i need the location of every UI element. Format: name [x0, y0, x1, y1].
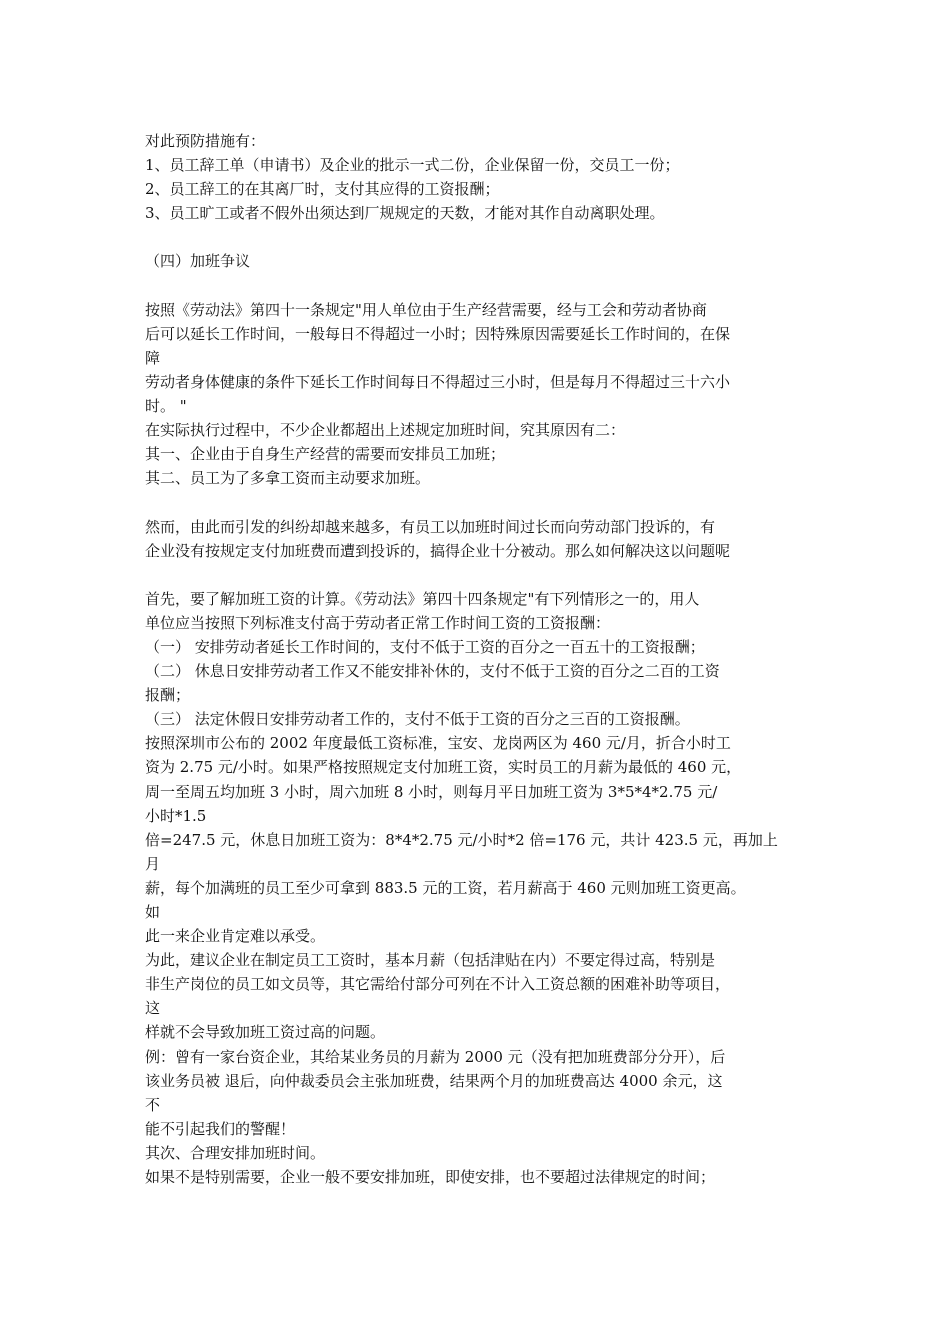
text-line: 该业务员被 退后，向仲裁委员会主张加班费，结果两个月的加班费高达 4000 余元，这: [145, 1071, 723, 1090]
text-line: 首先，要了解加班工资的计算。《劳动法》第四十四条规定"有下列情形之一的，用人: [145, 589, 700, 608]
text-line: 对此预防措施有：: [145, 132, 266, 150]
text-line: 按照《劳动法》第四十一条规定"用人单位由于生产经营需要，经与工会和劳动者协商: [145, 300, 707, 319]
text-line: 如果不是特别需要，企业一般不要安排加班，即使安排，也不要超过法律规定的时间；: [145, 1168, 716, 1187]
text-line: 其二、员工为了多拿工资而主动要求加班。: [145, 469, 431, 488]
text-line: 在实际执行过程中，不少企业都超出上述规定加班时间，究其原因有二：: [145, 421, 626, 440]
text-line: 例：曾有一家台资企业，其给某业务员的月薪为 2000 元（没有把加班费部分分开），后: [145, 1047, 726, 1066]
text-line: 3、员工旷工或者不假外出须达到厂规规定的天数，才能对其作自动离职处理。: [145, 204, 665, 223]
text-line: 倍=247.5 元，休息日加班工资为：8*4*2.75 元/小时*2 倍=176 元，共计 423.5 元，再加上: [145, 830, 778, 849]
text-line: 其一、企业由于自身生产经营的需要而安排员工加班；: [145, 445, 506, 464]
text-line: （四）加班争议: [145, 252, 251, 271]
text-line: （二） 休息日安排劳动者工作又不能安排补休的，支付不低于工资的百分之二百的工资: [145, 662, 720, 681]
text-line: 为此，建议企业在制定员工工资时，基本月薪（包括津贴在内）不要定得过高，特别是: [145, 951, 716, 970]
text-line: 时。 ": [145, 397, 187, 416]
text-line: 然而，由此而引发的纠纷却越来越多，有员工以加班时间过长而向劳动部门投诉的，有: [145, 517, 716, 536]
text-line: 这: [145, 999, 161, 1018]
text-line: （一） 安排劳动者延长工作时间的，支付不低于工资的百分之一百五十的工资报酬；: [145, 637, 705, 656]
text-line: 劳动者身体健康的条件下延长工作时间每日不得超过三小时，但是每月不得超过三十六小: [145, 372, 731, 391]
text-line: 按照深圳市公布的 2002 年度最低工资标准，宝安、龙岗两区为 460 元/月，折合小时工: [145, 734, 731, 753]
text-line: 其次、合理安排加班时间。: [145, 1143, 326, 1162]
blank-line: [145, 490, 815, 514]
text-line: 2、员工辞工的在其离厂时，支付其应得的工资报酬；: [145, 180, 500, 199]
text-line: 企业没有按规定支付加班费而遭到投诉的，搞得企业十分被动。那么如何解决这以问题呢: [145, 541, 731, 560]
text-line: 样就不会导致加班工资过高的问题。: [145, 1023, 386, 1042]
text-line: 后可以延长工作时间，一般每日不得超过一小时；因特殊原因需要延长工作时间的，在保: [145, 324, 731, 343]
text-line: 非生产岗位的员工如文员等，其它需给付部分可列在不计入工资总额的困难补助等项目，: [145, 975, 731, 994]
text-line: 如: [145, 903, 161, 921]
text-line: 报酬；: [145, 686, 191, 705]
text-line: 能不引起我们的警醒！: [145, 1119, 296, 1138]
text-line: 资为 2.75 元/小时。如果严格按照规定支付加班工资，实时员工的月薪为最低的 460 元，: [145, 758, 742, 777]
text-line: 小时*1.5: [145, 806, 207, 825]
text-line: 单位应当按照下列标准支付高于劳动者正常工作时间工资的工资报酬：: [145, 613, 611, 632]
text-line: （三） 法定休假日安排劳动者工作的，支付不低于工资的百分之三百的工资报酬。: [145, 710, 690, 729]
text-line: 薪，每个加满班的员工至少可拿到 883.5 元的工资，若月薪高于 460 元则加班工资更高。: [145, 878, 746, 897]
text-line: 月: [145, 854, 161, 873]
text-line: 周一至周五均加班 3 小时，周六加班 8 小时，则每月平日加班工资为 3*5*4*2.75 元/: [145, 782, 718, 801]
blank-line: [145, 225, 815, 249]
text-line: 此一来企业肯定难以承受。: [145, 927, 326, 946]
document-body: [145, 129, 815, 1189]
text-line: 1、员工辞工单（申请书）及企业的批示一式二份，企业保留一份，交员工一份；: [145, 156, 680, 175]
blank-line: [145, 274, 815, 298]
text-line: 障: [145, 348, 161, 367]
text-line: 不: [145, 1095, 161, 1114]
blank-line: [145, 563, 815, 587]
